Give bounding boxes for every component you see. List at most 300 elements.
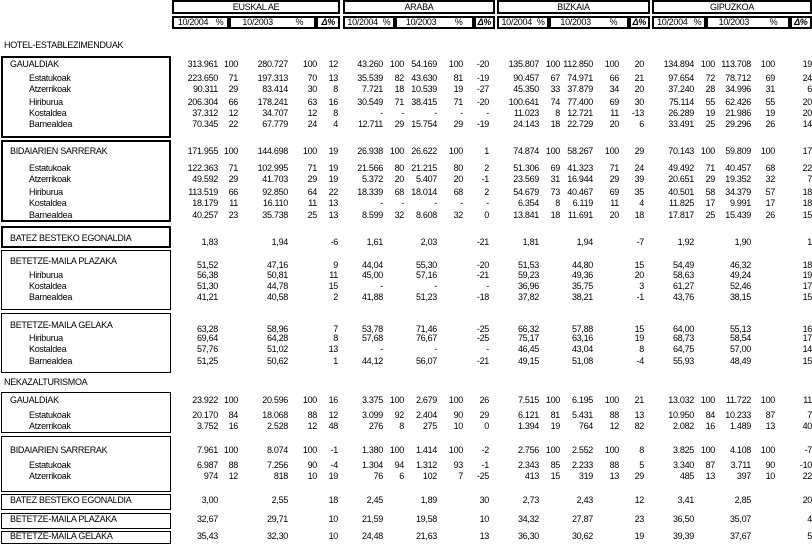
cell-value: 58 [705,187,715,197]
cell-value: 83.414 [262,84,288,94]
cell-value: 11 [308,198,317,208]
row-label: Estatukoak [29,460,71,470]
column-header-pct: % [295,17,304,27]
cell-value: 90.457 [513,73,539,83]
cell-value: 58.267 [567,146,593,156]
cell-value: 51,02 [266,344,288,354]
cell-value: 11 [610,108,619,118]
cell-value: 1,81 [522,237,539,247]
cell-value: 57,16 [415,270,437,280]
cell-value: 18 [634,210,644,220]
cell-value: 8 [639,344,644,354]
cell-value: 12 [307,108,317,118]
cell-value: 13.032 [668,395,694,405]
cell-value: 41,88 [361,292,383,302]
cell-value: 18 [802,260,812,270]
row-label: Estatukoak [29,73,71,83]
cell-value: 100 [700,445,715,455]
cell-value: 100 [700,59,715,69]
cell-value: 4.108 [729,445,751,455]
cell-value: 69 [765,73,775,83]
cell-value: 100 [448,146,463,156]
cell-value: 12 [307,421,317,431]
cell-value: 97.654 [668,73,694,83]
cell-value: 2.343 [517,460,539,470]
cell-value: - [486,198,489,208]
cell-value: 57,76 [196,344,218,354]
cell-value: 10 [765,471,775,481]
cell-value: 100 [223,59,238,69]
cell-value: 12 [609,421,619,431]
cell-value: 93 [453,460,463,470]
column-header-group [474,16,495,29]
cell-value: 44,78 [266,281,288,291]
cell-value: 48,49 [729,356,751,366]
column-header-delta: Δ% [321,17,335,27]
cell-value: 18.179 [192,198,218,208]
cell-value: 17 [802,146,812,156]
cell-value: 100 [448,445,463,455]
cell-value: 100 [448,395,463,405]
cell-value: 68 [394,187,404,197]
cell-value: 3.340 [672,460,694,470]
cell-value: 100 [302,59,317,69]
cell-value: 6.354 [517,198,539,208]
region-header-0: EUSKAL AE [172,0,340,14]
cell-value: 8 [333,84,338,94]
cell-value: 13 [609,471,619,481]
column-header-group [549,16,629,29]
cell-value: 55,93 [672,356,694,366]
cell-value: -4 [636,356,644,366]
row-label: Hiriburua [29,97,63,107]
cell-value: 92.850 [262,187,288,197]
cell-value: 100 [302,146,317,156]
cell-value: 31 [765,84,775,94]
cell-value: -20 [476,59,489,69]
cell-value: 88 [307,410,317,420]
cell-value: 58,54 [729,333,751,343]
cell-value: 11.691 [567,210,593,220]
cell-value: - [380,108,383,118]
cell-value: 12 [228,471,238,481]
column-header-group [229,16,316,29]
cell-value: 64,28 [266,333,288,343]
cell-value: 20 [634,59,644,69]
cell-value: 49.492 [668,163,694,173]
cell-value: 21.215 [411,163,437,173]
cell-value: 37,67 [729,531,751,541]
column-header-pct: % [693,17,702,27]
cell-value: 10 [479,514,489,524]
cell-value: 1.304 [361,460,383,470]
row-label: Hiriburua [29,187,63,197]
cell-value: -20 [476,97,489,107]
column-header-y2004: 10/2004 [657,17,688,27]
cell-value: 48 [328,421,338,431]
cell-value: 82 [634,421,644,431]
cell-value: 75.114 [668,97,694,107]
cell-value: 80 [394,163,404,173]
cell-value: 34.379 [725,187,751,197]
cell-value: 1,83 [201,237,218,247]
cell-value: 81 [453,73,463,83]
cell-value: 28 [705,84,715,94]
cell-value: 13 [328,73,338,83]
cell-value: 764 [578,421,593,431]
cell-value: 38,21 [571,292,593,302]
cell-value: 44,04 [361,260,383,270]
column-header-y2004: 10/2004 [347,17,378,27]
cell-value: 29 [394,119,404,129]
cell-value: 100 [604,445,619,455]
row-label: Kostaldea [29,108,67,118]
cell-value: - [380,281,383,291]
cell-value: 7.721 [361,84,383,94]
column-header-group [629,16,650,29]
cell-value: 32 [394,210,404,220]
cell-value: 3 [639,281,644,291]
cell-value: 2 [333,292,338,302]
column-header-pct: % [382,17,391,27]
cell-value: 100 [545,59,560,69]
cell-value: 59,23 [517,270,539,280]
cell-value: 197.313 [257,73,288,83]
cell-value: -1 [330,445,338,455]
column-header-y2004: 10/2004 [177,17,209,27]
cell-value: 8 [555,108,560,118]
cell-value: 12.711 [357,119,383,129]
cell-value: 72 [705,73,715,83]
cell-value: 57,68 [361,333,383,343]
cell-value: 8.074 [266,445,288,455]
row-label: BATEZ BESTEKO EGONALDIA [10,495,132,505]
row-label: BATEZ BESTEKO EGONALDIA [10,233,132,243]
cell-value: 22 [802,471,812,481]
cell-value: 1.489 [729,421,751,431]
column-header-y2003: 10/2003 [405,17,437,27]
cell-value: 63 [307,97,317,107]
cell-value: 29 [634,146,644,156]
cell-value: 24 [634,163,644,173]
cell-value: 3,00 [201,495,218,505]
cell-value: 73 [550,187,560,197]
cell-value: 51,30 [196,281,218,291]
row-label: Kostaldea [29,281,67,291]
cell-value: 76 [373,471,383,481]
cell-value: 485 [679,471,694,481]
column-header-pct: % [769,17,778,27]
cell-value: 11.722 [725,395,751,405]
cell-value: 22 [328,187,338,197]
cell-value: 94 [394,460,404,470]
cell-value: 100 [545,146,560,156]
row-label: Hiriburua [29,333,63,343]
cell-value: 20 [802,97,812,107]
column-header-group [652,16,706,29]
cell-value: -19 [476,119,489,129]
cell-value: 36,30 [517,531,539,541]
cell-value: 4 [333,119,338,129]
cell-value: 34 [609,84,619,94]
cell-value: 18 [550,119,560,129]
cell-value: 100 [604,395,619,405]
cell-value: 11.023 [513,108,539,118]
cell-value: 40.457 [725,163,751,173]
cell-value: 19.352 [725,174,751,184]
column-header-y2004: 10/2004 [501,17,532,27]
cell-value: 2.528 [266,421,288,431]
cell-value: 46,45 [517,344,539,354]
cell-value: 3.375 [361,395,383,405]
cell-value: 81 [550,410,560,420]
cell-value: 49,24 [729,270,751,280]
cell-value: 20.170 [192,410,218,420]
cell-value: 100 [760,59,775,69]
cell-value: 36,96 [517,281,539,291]
cell-value: 2.404 [415,410,437,420]
cell-value: -7 [804,445,812,455]
cell-value: 39,39 [672,531,694,541]
column-header-group [343,16,395,29]
cell-value: -1 [481,460,489,470]
cell-value: 20.651 [668,174,694,184]
cell-value: 51,23 [415,292,437,302]
cell-value: 84 [228,410,238,420]
cell-value: 17 [802,333,812,343]
cell-value: 206.304 [187,97,218,107]
cell-value: 87 [705,460,715,470]
cell-value: 100 [604,146,619,156]
cell-value: 15.754 [411,119,437,129]
cell-value: 71 [228,73,238,83]
column-header-y2003: 10/2003 [560,17,591,27]
cell-value: 13 [705,471,715,481]
cell-value: 16 [328,395,338,405]
cell-value: 59.809 [725,146,751,156]
cell-value: 18 [328,495,338,505]
cell-value: 19,58 [415,514,437,524]
cell-value: 25 [705,119,715,129]
cell-value: 19 [550,421,560,431]
cell-value: 26 [765,119,775,129]
cell-value: 30.549 [357,97,383,107]
cell-value: 15 [634,260,644,270]
cell-value: 29 [634,471,644,481]
cell-value: 100 [545,445,560,455]
cell-value: 1,94 [271,237,288,247]
cell-value: 135.807 [508,59,539,69]
cell-value: 171.955 [187,146,218,156]
cell-value: 88 [228,460,238,470]
column-header-y2003: 10/2003 [718,17,750,27]
cell-value: 26 [479,395,489,405]
cell-value: 15 [802,210,812,220]
cell-value: 49,36 [571,270,593,280]
cell-value: 19 [328,146,338,156]
cell-value: 57 [765,187,775,197]
cell-value: 15 [550,471,560,481]
column-header-group [790,16,812,29]
cell-value: 16.110 [262,198,288,208]
cell-value: 10.539 [411,84,437,94]
cell-value: 10 [307,471,317,481]
cell-value: 2.082 [672,421,694,431]
cell-value: 102.995 [257,163,288,173]
cell-value: 223.650 [187,73,218,83]
cell-value: 51.306 [513,163,539,173]
cell-value: 74.874 [513,146,539,156]
cell-value: 30 [634,97,644,107]
cell-value: 21 [634,395,644,405]
cell-value: 63,16 [571,333,593,343]
cell-value: 20 [609,119,619,129]
cell-value: 10 [328,531,338,541]
row-label: Atzerrikoak [29,421,71,431]
cell-value: 13 [328,344,338,354]
cell-value: 113.519 [188,187,218,197]
cell-value: 13 [765,421,775,431]
cell-value: 58,63 [672,270,694,280]
cell-value: 15 [328,281,338,291]
cell-value: 35,07 [729,514,751,524]
cell-value: 51,08 [571,356,593,366]
cell-value: 51,52 [196,260,218,270]
cell-value: 7.256 [266,460,288,470]
cell-value: 40,58 [266,292,288,302]
cell-value: 2,73 [522,495,539,505]
cell-value: 41,21 [196,292,218,302]
cell-value: 69 [550,163,560,173]
cell-value: 66 [609,73,619,83]
cell-value: 18 [802,187,812,197]
cell-value: 5.407 [415,174,437,184]
cell-value: 1,92 [677,237,694,247]
cell-value: 22.729 [567,119,593,129]
cell-value: 3.099 [361,410,383,420]
cell-value: 397 [736,471,751,481]
cell-value: -1 [636,292,644,302]
section-title: NEKAZALTURISMOA [4,377,88,387]
column-header-y2003: 10/2003 [242,17,273,27]
cell-value: 102 [422,471,437,481]
cell-value: 10.950 [668,410,694,420]
cell-value: 11.825 [668,198,694,208]
cell-value: 46,32 [729,260,751,270]
cell-value: 100 [448,59,463,69]
cell-value: 23 [228,210,238,220]
cell-value: 2,03 [420,237,437,247]
cell-value: 77.400 [567,97,593,107]
cell-value: 19 [802,59,812,69]
cell-value: 64,75 [672,344,694,354]
cell-value: - [486,281,489,291]
column-header-group [706,16,789,29]
cell-value: 19 [328,471,338,481]
cell-value: 9.991 [729,198,751,208]
column-header-delta: Δ% [477,17,492,27]
cell-value: 13.841 [513,210,539,220]
cell-value: 35.539 [357,73,383,83]
cell-value: 19 [328,163,338,173]
cell-value: 82 [394,73,404,83]
cell-value: 100 [389,445,404,455]
cell-value: 69 [609,97,619,107]
cell-value: 30 [307,84,317,94]
cell-value: 5.372 [361,174,383,184]
cell-value: 92 [394,410,404,420]
cell-value: 41.323 [567,163,593,173]
cell-value: 6 [399,471,404,481]
cell-value: 70 [307,73,317,83]
cell-value: -7 [636,237,644,247]
cell-value: 53,78 [361,324,383,334]
cell-value: 8 [333,333,338,343]
cell-value: 49,15 [517,356,539,366]
cell-value: 11 [610,198,619,208]
cell-value: 100 [604,59,619,69]
cell-value: 2,85 [734,495,751,505]
cell-value: 112.850 [563,59,593,69]
cell-value: 29 [228,84,238,94]
cell-value: 13 [479,531,489,541]
cell-value: 71 [453,97,463,107]
cell-value: 1.394 [517,421,539,431]
cell-value: 413 [524,471,539,481]
cell-value: 49.592 [192,174,218,184]
cell-value: 71 [394,97,404,107]
cell-value: 35 [634,187,644,197]
row-label: BETETZE-MAILA GELAKA [10,531,113,541]
cell-value: 47,16 [266,260,288,270]
cell-value: 39 [634,174,644,184]
region-header-3: GIPUZKOA [652,0,812,14]
cell-value: 5.431 [571,410,593,420]
cell-value: - [486,344,489,354]
cell-value: 76,67 [415,333,437,343]
cell-value: 90 [765,460,775,470]
cell-value: 35.738 [262,210,288,220]
cell-value: 68,73 [672,333,694,343]
cell-value: 18 [550,210,560,220]
cell-value: 12.721 [567,108,593,118]
cell-value: 100 [223,395,238,405]
cell-value: 43.630 [411,73,437,83]
cell-value: 40.501 [668,187,694,197]
cell-value: 23 [634,514,644,524]
cell-value: 43,04 [571,344,593,354]
cell-value: 2,55 [271,495,288,505]
cell-value: 818 [273,471,288,481]
cell-value: 70.143 [668,146,694,156]
cell-value: 84 [705,410,715,420]
cell-value: 7 [458,471,463,481]
column-header-group [395,16,474,29]
cell-value: 2 [484,187,489,197]
cell-value: -1 [481,174,489,184]
cell-value: 3.825 [672,445,694,455]
cell-value: 57,88 [571,324,593,334]
cell-value: 3.752 [196,421,218,431]
cell-value: 50,81 [266,270,288,280]
cell-value: 18 [802,198,812,208]
cell-value: 29.296 [725,119,751,129]
cell-value: 29 [705,174,715,184]
cell-value: 26.289 [668,108,694,118]
cell-value: -2 [481,445,489,455]
cell-value: 16 [705,421,715,431]
cell-value: 19 [328,174,338,184]
